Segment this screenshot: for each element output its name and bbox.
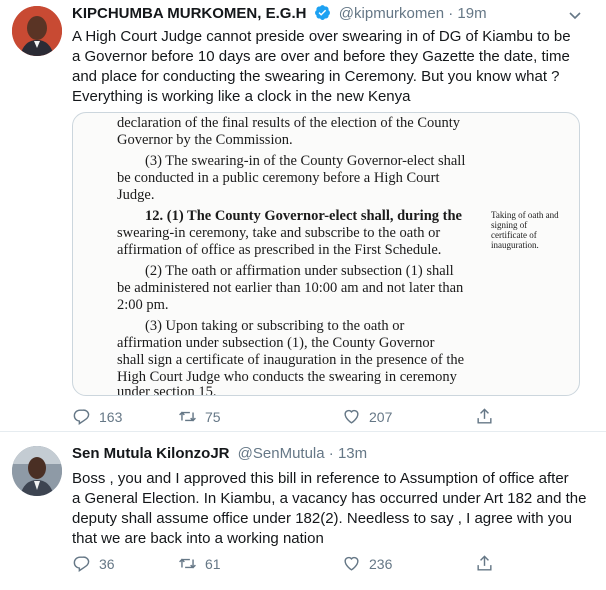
tweet-text-line: Everything is working like a clock in the new Kenya bbox=[72, 88, 411, 105]
doc-line: under section 15. bbox=[117, 384, 217, 396]
like-button[interactable] bbox=[342, 554, 392, 573]
share-icon bbox=[475, 407, 494, 426]
like-count: 236 bbox=[369, 555, 393, 572]
reply-button[interactable] bbox=[72, 554, 115, 573]
verified-badge-icon bbox=[314, 4, 331, 21]
doc-line: 2:00 pm. bbox=[117, 297, 169, 313]
tweet-text-line: and place for conducting the swearing in Ceremony. But you know what ? bbox=[72, 68, 560, 85]
doc-line: Judge. bbox=[117, 187, 155, 203]
reply-timestamp[interactable]: 13m bbox=[337, 445, 368, 462]
chevron-down-icon[interactable] bbox=[568, 8, 582, 22]
margin-note-line: certificate of bbox=[491, 230, 537, 240]
retweet-icon bbox=[178, 407, 197, 426]
reply-author-name[interactable]: Sen Mutula KilonzoJR bbox=[72, 445, 230, 462]
reply-author-handle[interactable]: @SenMutula bbox=[237, 445, 325, 462]
tweet-text-line: A High Court Judge cannot preside over swearing in of DG of Kiambu to be bbox=[72, 28, 571, 45]
doc-line: be administered not earlier than 10:00 am and not later than bbox=[117, 280, 464, 296]
separator-dot: · bbox=[448, 5, 458, 22]
retweet-button[interactable] bbox=[178, 554, 221, 573]
reply-header bbox=[72, 444, 566, 464]
doc-line: High Court Judge who conducts the swearing in ceremony bbox=[117, 369, 457, 385]
reply-button[interactable] bbox=[72, 407, 122, 426]
author-handle[interactable]: @kipmurkomen bbox=[338, 5, 445, 22]
share-icon bbox=[475, 554, 494, 573]
doc-line: Governor by the Commission. bbox=[117, 132, 293, 148]
doc-line: declaration of the final results of the election of the County bbox=[117, 115, 461, 131]
tweet-header bbox=[72, 4, 566, 24]
heart-icon bbox=[342, 407, 361, 426]
doc-line: (3) The swearing-in of the County Governor-elect shall bbox=[145, 153, 466, 169]
separator-dot: · bbox=[328, 445, 338, 462]
doc-line: swearing-in ceremony, take and subscribe to the oath or bbox=[117, 225, 441, 241]
doc-line: affirmation of office as prescribed in the First Schedule. bbox=[117, 242, 442, 258]
tweet-text bbox=[72, 27, 588, 107]
attached-document-image[interactable] bbox=[72, 112, 580, 396]
reply-tweet bbox=[0, 432, 606, 590]
heart-icon bbox=[342, 554, 361, 573]
margin-note-line: Taking of oath and bbox=[491, 210, 559, 220]
reply-text-line: Boss , you and I approved this bill in reference to Assumption of office after bbox=[72, 470, 569, 487]
reply-text-line: a General Election. In Kiambu, a vacancy has occurred under Art 182 and the bbox=[72, 490, 587, 507]
like-button[interactable] bbox=[342, 407, 392, 426]
reply-text-line: deputy shall assume office under 182(2). Needless to say , I agree with you bbox=[72, 510, 573, 527]
reply-actions bbox=[72, 554, 512, 574]
reply-text-line: that we are back into a working nation bbox=[72, 530, 324, 547]
like-count: 207 bbox=[369, 408, 393, 425]
margin-note-line: inauguration. bbox=[491, 240, 539, 250]
reply-count: 36 bbox=[99, 555, 115, 572]
doc-line: affirmation under subsection (1), the County Governor bbox=[117, 335, 435, 351]
tweet-text-line: a Governor before 10 days are over and before they Gazette the date, time bbox=[72, 48, 570, 65]
reply-text bbox=[72, 469, 588, 549]
retweet-button[interactable] bbox=[178, 407, 221, 426]
retweet-count: 61 bbox=[205, 555, 221, 572]
share-button[interactable] bbox=[475, 554, 502, 573]
retweet-count: 75 bbox=[205, 408, 221, 425]
doc-line: shall sign a certificate of inauguration in the presence of the bbox=[117, 352, 465, 368]
reply-author-avatar[interactable] bbox=[12, 446, 62, 496]
doc-line: be conducted in a public ceremony before a High Court bbox=[117, 170, 440, 186]
retweet-icon bbox=[178, 554, 197, 573]
tweet-actions bbox=[72, 407, 512, 427]
author-name[interactable]: KIPCHUMBA MURKOMEN, E.G.H bbox=[72, 5, 307, 22]
margin-note-line: signing of bbox=[491, 220, 528, 230]
doc-line: (3) Upon taking or subscribing to the oath or bbox=[145, 318, 405, 334]
tweet-timestamp[interactable]: 19m bbox=[457, 5, 487, 22]
author-avatar[interactable] bbox=[12, 6, 62, 56]
reply-count: 163 bbox=[99, 408, 123, 425]
doc-line: (2) The oath or affirmation under subsection (1) shall bbox=[145, 263, 454, 279]
doc-line: 12. (1) The County Governor-elect shall, during the bbox=[145, 208, 462, 224]
share-button[interactable] bbox=[475, 407, 502, 426]
reply-icon bbox=[72, 554, 91, 573]
reply-icon bbox=[72, 407, 91, 426]
